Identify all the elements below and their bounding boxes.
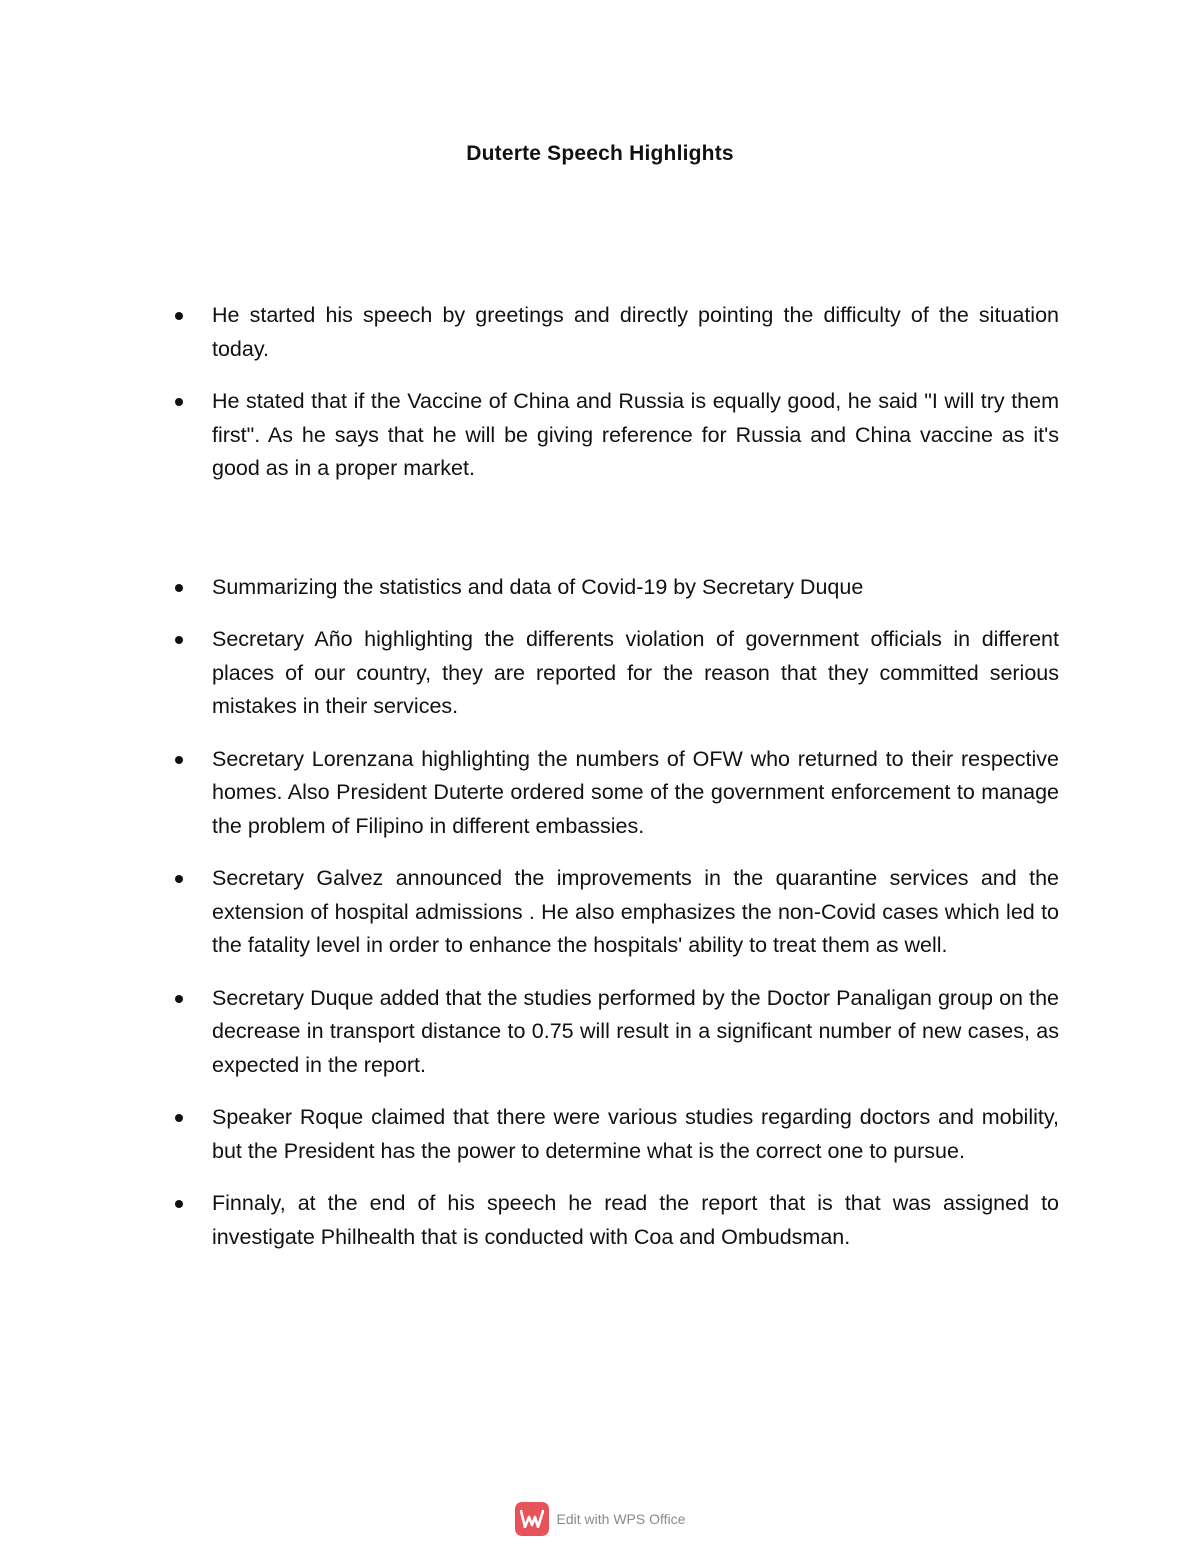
wps-office-logo-icon <box>515 1502 549 1536</box>
footer-text: Edit with WPS Office <box>556 1511 686 1527</box>
bullet-item <box>212 1187 1059 1254</box>
bullet-text: Summarizing the statistics and data of Covid-19 by Secretary Duque <box>212 574 864 599</box>
bullet-dot-icon <box>175 398 183 406</box>
bullet-text: Secretary Año highlighting the differents violation of government officials in different places of our country, they are reported for the reason that they committed serious mistakes in their services. <box>212 627 1059 718</box>
wps-footer-link[interactable] <box>0 1502 1200 1536</box>
bullet-dot-icon <box>175 312 183 320</box>
bullet-item <box>212 1101 1059 1168</box>
bullet-dot-icon <box>175 1114 183 1122</box>
bullet-dot-icon <box>175 636 183 644</box>
bullet-text: He started his speech by greetings and directly pointing the difficulty of the situation today. <box>212 303 1059 361</box>
bullet-text: Secretary Galvez announced the improvements in the quarantine services and the extension of hospital admissions . He also emphasizes the non-Covid cases which led to the fatality level in order to enhance the hospitals' ability to treat them as well. <box>212 866 1059 957</box>
bullet-item <box>212 743 1059 844</box>
bullet-item <box>212 385 1059 486</box>
bullet-dot-icon <box>175 584 183 592</box>
bullet-item <box>212 982 1059 1083</box>
bullet-text: Speaker Roque claimed that there were various studies regarding doctors and mobility, but the President has the power to determine what is the correct one to pursue. <box>212 1105 1059 1163</box>
bullet-text: Secretary Lorenzana highlighting the numbers of OFW who returned to their respective homes. Also President Duterte ordered some of the government enforcement to manage the problem of Filipino in different embassies. <box>212 746 1059 838</box>
document-title: Duterte Speech Highlights <box>466 142 734 165</box>
bullet-dot-icon <box>175 875 183 883</box>
bullet-item <box>212 571 1059 605</box>
bullet-dot-icon <box>175 756 183 764</box>
bullet-item <box>212 623 1059 724</box>
bullet-text: He stated that if the Vaccine of China and Russia is equally good, he said "I will try them first". As he says that he will be giving reference for Russia and China vaccine as it's good as in a proper market. <box>212 389 1059 480</box>
bullet-dot-icon <box>175 1200 183 1208</box>
bullet-text: Secretary Duque added that the studies performed by the Doctor Panaligan group on the decrease in transport distance to 0.75 will result in a significant number of new cases, as expected in the report. <box>212 985 1059 1077</box>
bullet-list <box>212 299 1059 1273</box>
bullet-item <box>212 299 1059 366</box>
bullet-item <box>212 862 1059 963</box>
bullet-text: Finnaly, at the end of his speech he read the report that is that was assigned to investigate Philhealth that is conducted with Coa and Ombudsman. <box>212 1191 1059 1249</box>
bullet-dot-icon <box>175 995 183 1003</box>
